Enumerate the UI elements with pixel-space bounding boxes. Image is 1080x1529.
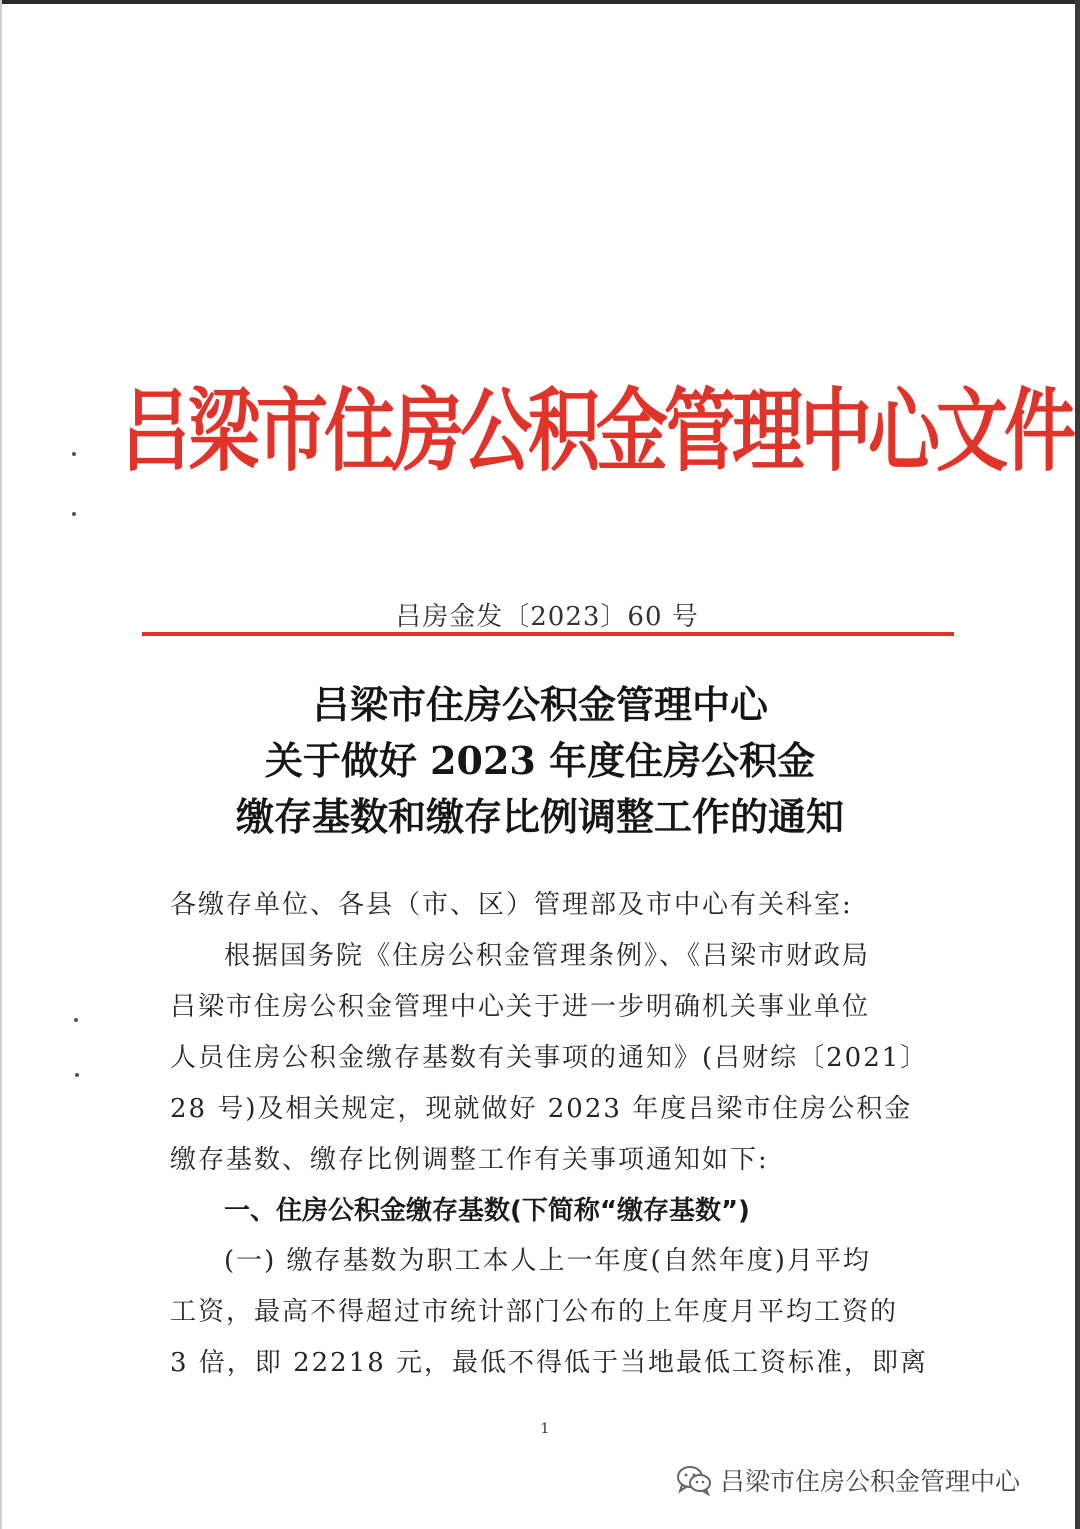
document-number: 吕房金发〔2023〕60 号 xyxy=(395,602,699,632)
watermark-text: 吕梁市住房公积金管理中心 xyxy=(720,1467,1021,1496)
scan-speck xyxy=(74,1018,78,1022)
notice-title-line-3: 缴存基数和缴存比例调整工作的通知 xyxy=(235,794,844,839)
addressee-line: 各缴存单位、各县（市、区）管理部及市中心有关科室: xyxy=(170,890,853,920)
scan-speck xyxy=(72,452,76,456)
notice-title-line-2: 关于做好 2023 年度住房公积金 xyxy=(264,738,816,783)
wechat-watermark xyxy=(676,1460,1020,1500)
paragraph-line: 根据国务院《住房公积金管理条例》、《吕梁市财政局 xyxy=(224,941,871,971)
section-heading: 一、住房公积金缴存基数(下简称“缴存基数”) xyxy=(224,1196,750,1226)
red-divider-line xyxy=(142,632,954,636)
document-masthead: 吕梁市住房公积金管理中心文件 xyxy=(120,378,1073,483)
scan-speck xyxy=(75,1073,79,1077)
scan-speck xyxy=(72,512,76,516)
paragraph-line: 28 号)及相关规定，现就做好 2023 年度吕梁市住房公积金 xyxy=(170,1094,913,1124)
paragraph-line: 3 倍，即 22218 元，最低不得低于当地最低工资标准，即离 xyxy=(170,1348,929,1378)
scan-edge-top xyxy=(0,0,1080,4)
page-number: 1 xyxy=(540,1421,550,1437)
paragraph-line: 人员住房公积金缴存基数有关事项的通知》(吕财综〔2021〕 xyxy=(170,1043,929,1073)
paragraph-line: 缴存基数、缴存比例调整工作有关事项通知如下: xyxy=(170,1145,769,1175)
notice-title-line-1: 吕梁市住房公积金管理中心 xyxy=(311,682,768,727)
paragraph-line: (一) 缴存基数为职工本人上一年度(自然年度)月平均 xyxy=(224,1246,871,1276)
paragraph-line: 吕梁市住房公积金管理中心关于进一步明确机关事业单位 xyxy=(170,992,871,1022)
wechat-icon xyxy=(676,1464,712,1496)
paragraph-line: 工资，最高不得超过市统计部门公布的上年度月平均工资的 xyxy=(170,1297,899,1327)
scan-edge-right xyxy=(1075,0,1080,1529)
scan-edge-left xyxy=(0,0,2,1529)
